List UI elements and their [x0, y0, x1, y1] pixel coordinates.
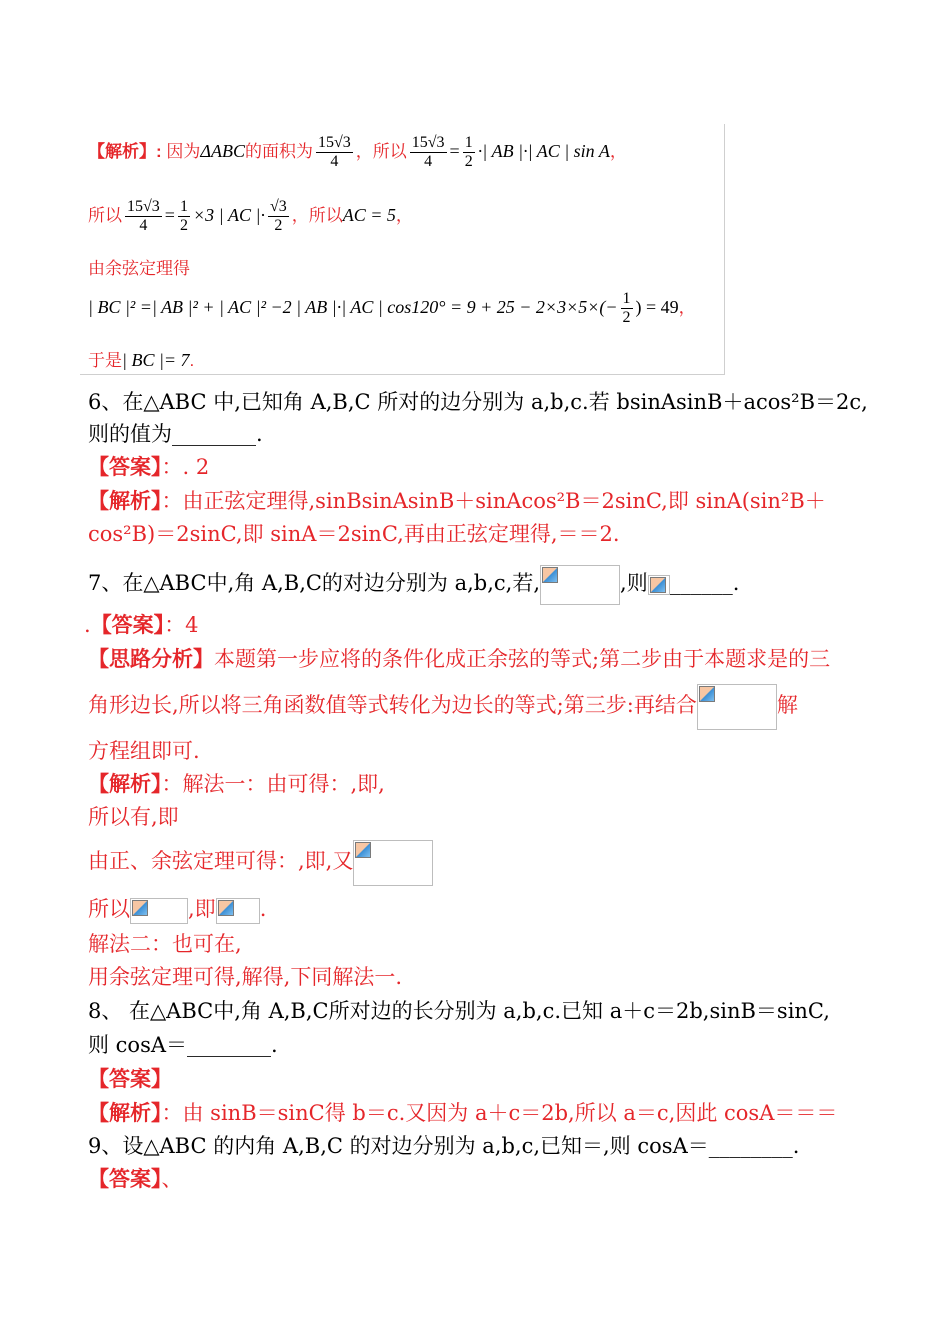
- q7-think-2: 角形边长,所以将三角函数值等式转化为边长的等式;第三步:再结合 解: [88, 682, 798, 730]
- broken-image-icon: [130, 898, 188, 924]
- broken-image-icon: [353, 840, 433, 886]
- q7-analysis-2: 所以有,即: [88, 805, 179, 829]
- broken-image-icon: [697, 684, 777, 730]
- broken-image-icon: [540, 565, 620, 605]
- fraction: $\frac{1}{2}$: [179, 198, 188, 234]
- q7-analysis-4: 所以 ,即 .: [88, 894, 266, 924]
- fraction: $\frac{15√3}{4}$: [127, 198, 160, 234]
- answer-tag: 【答案】: [88, 454, 162, 479]
- q6-line-1: 6、在△ABC 中,已知角 A,B,C 所对的边分别为 a,b,c.若 bsinAsinB＋acos²B＝2c,: [88, 390, 868, 414]
- q8-answer: [88, 1064, 172, 1094]
- q7-analysis-1: 【解析】：解法一：由可得：,即,: [88, 771, 385, 796]
- answer-tag: 【答案】: [88, 1066, 172, 1091]
- q7-analysis-5: 解法二：也可在,: [88, 932, 242, 956]
- analysis-tag: 【解析】: [88, 488, 162, 513]
- q6-line-2: 则的值为________.: [88, 422, 263, 446]
- think-tag: 【思路分析】: [88, 646, 214, 671]
- q9-answer: 【答案】、: [88, 1166, 183, 1191]
- fraction: $\frac{1}{2}$: [464, 134, 473, 170]
- q6-analysis-2: cos²B)＝2sinC,即 sinA＝2sinC,再由正弦定理得,＝＝2.: [88, 522, 620, 546]
- q8-line-1: 8、 在△ABC中,角 A,B,C所对边的长分别为 a,b,c.已知 a＋c＝2b,sinB＝sinC,: [88, 999, 830, 1023]
- q6-analysis-1: 【解析】：由正弦定理得,sinBsinAsinB＋sinAcos²B＝2sinC,即 sinA(sin²B＋: [88, 488, 826, 513]
- broken-image-icon: [216, 898, 260, 924]
- q7-think-3: 方程组即可.: [88, 739, 200, 763]
- broken-image-icon: [648, 575, 670, 595]
- q6-answer: 【答案】：. 2: [88, 454, 210, 479]
- answer-tag: 【答案】: [90, 612, 165, 637]
- fraction: $\frac{15√3}{4}$: [411, 134, 445, 170]
- q8-analysis: 【解析】：由 sinB＝sinC得 b＝c.又因为 a＋c＝2b,所以 a＝c,因此 cosA＝＝＝: [88, 1100, 838, 1125]
- q7-analysis-3: 由正、余弦定理可得：,即,又: [88, 838, 433, 886]
- q9-line-1: 9、设△ABC 的内角 A,B,C 的对边分别为 a,b,c,已知＝,则 cosA＝________.: [88, 1134, 800, 1158]
- q7-analysis-6: 用余弦定理可得,解得,下同解法一.: [88, 965, 403, 989]
- analysis-tag: 【解析】: [88, 1100, 162, 1125]
- solution-line-2: 所以 $\frac{15√3}{4}$ = $\frac{1}{2}$ ×3 | AC |· $\frac{√3}{2}$ ，所以AC = 5，: [88, 198, 413, 234]
- fraction: $\frac{1}{2}$: [622, 290, 631, 326]
- solution-line-5: 于是| BC |= 7.: [88, 350, 195, 370]
- solution-image-box: [80, 124, 725, 375]
- solution-tag: 【解析】:: [88, 141, 162, 161]
- solution-line-1: 【解析】: 因为ΔABC的面积为 $\frac{15√3}{4}$ ，所以 $\frac{15√3}{4}$ = $\frac{1}{2}$ ·| AB |·| AC | sin A，: [88, 134, 627, 170]
- answer-tag: 【答案】: [88, 1166, 162, 1191]
- solution-line-4: | BC |² =| AB |² + | AC |² −2 | AB |·| AC | cos120° = 9 + 25 − 2×3×5×(− $\frac{1}{2}$ ) = 49，: [88, 290, 696, 326]
- q7-answer: .【答案】：4: [84, 612, 199, 637]
- fraction: $\frac{√3}{2}$: [269, 198, 287, 234]
- q7-think-1: 【思路分析】本题第一步应将的条件化成正余弦的等式;第二步由于本题求是的三: [88, 646, 831, 671]
- solution-line-3: 由余弦定理得: [88, 259, 190, 278]
- fraction: $\frac{15√3}{4}$: [317, 134, 351, 170]
- q7-line-1: 7、在△ABC中,角 A,B,C的对边分别为 a,b,c,若, ,则 ______.: [88, 563, 739, 605]
- q8-line-2: 则 cosA＝________.: [88, 1033, 278, 1057]
- analysis-tag: 【解析】: [88, 771, 162, 796]
